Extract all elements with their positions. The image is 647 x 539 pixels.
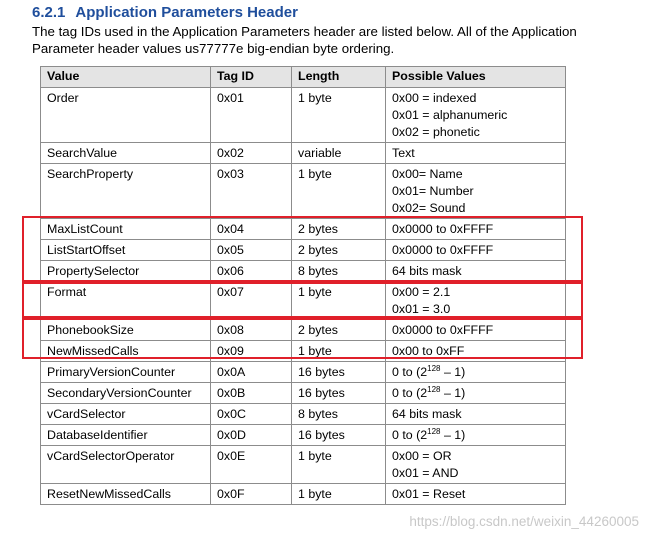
possible-values-cell <box>386 320 566 341</box>
intro-paragraph <box>32 23 644 57</box>
value-cell: ListStartOffset <box>41 240 211 261</box>
table-row <box>41 240 566 261</box>
length-cell: 1 byte <box>292 88 386 143</box>
length-cell: 1 byte <box>292 484 386 505</box>
intro-line-1: The tag IDs used in the Application Parameters header are listed below. All of the Application <box>32 24 577 39</box>
length-cell: 1 byte <box>292 446 386 484</box>
possible-values-cell <box>386 341 566 362</box>
possible-value-line: 0 to $(2^{128} - 1)$ <box>392 384 466 400</box>
possible-value-line: 0x00= Name <box>392 167 463 181</box>
tag-id-cell: 0x03 <box>211 164 292 219</box>
column-header-possible-values: Possible Values <box>386 67 566 88</box>
possible-value-line: 0x0000 to 0xFFFF <box>392 243 494 257</box>
value-cell: SearchValue <box>41 143 211 164</box>
possible-values-cell <box>386 240 566 261</box>
table-row <box>41 484 566 505</box>
possible-value-line: 0x01= Number <box>392 184 474 198</box>
possible-values-cell <box>386 219 566 240</box>
possible-value-line: 0x01 = Reset <box>392 487 466 501</box>
length-cell: 16 bytes <box>292 383 386 404</box>
possible-values-cell <box>386 383 566 404</box>
possible-values-cell <box>386 425 566 446</box>
value-cell: vCardSelectorOperator <box>41 446 211 484</box>
possible-value-line: 0x00 = 2.1 <box>392 285 451 299</box>
tag-id-cell: 0x04 <box>211 219 292 240</box>
possible-value-line: 0 to $(2^{128} - 1)$ <box>392 426 466 442</box>
possible-value-line: 0x01 = 3.0 <box>392 302 451 316</box>
value-cell: NewMissedCalls <box>41 341 211 362</box>
table-header-row <box>41 67 566 88</box>
table-body <box>41 88 566 505</box>
value-cell: PrimaryVersionCounter <box>41 362 211 383</box>
length-cell: 1 byte <box>292 164 386 219</box>
table-row <box>41 88 566 143</box>
possible-value-line: 0x02= Sound <box>392 201 466 215</box>
tag-id-cell: 0x0C <box>211 404 292 425</box>
possible-value-line: 0x0000 to 0xFFFF <box>392 323 494 337</box>
value-cell: SearchProperty <box>41 164 211 219</box>
value-cell: Order <box>41 88 211 143</box>
table-row <box>41 164 566 219</box>
value-cell: PhonebookSize <box>41 320 211 341</box>
table-row <box>41 282 566 320</box>
possible-value-line: 0x0000 to 0xFFFF <box>392 222 494 236</box>
application-parameters-table <box>40 66 566 505</box>
length-cell: 2 bytes <box>292 219 386 240</box>
possible-value-line: 64 bits mask <box>392 264 462 278</box>
possible-values-cell <box>386 88 566 143</box>
possible-values-cell <box>386 261 566 282</box>
column-header-tag-id: Tag ID <box>211 67 292 88</box>
possible-value-line: 0x01 = AND <box>392 466 459 480</box>
table-row <box>41 143 566 164</box>
tag-id-cell: 0x0A <box>211 362 292 383</box>
length-cell: 1 byte <box>292 341 386 362</box>
possible-values-cell <box>386 484 566 505</box>
table-row <box>41 404 566 425</box>
length-cell: 1 byte <box>292 282 386 320</box>
watermark: https://blog.csdn.net/weixin_44260005 <box>409 514 639 529</box>
section-heading <box>32 4 298 21</box>
possible-values-cell <box>386 143 566 164</box>
table-row <box>41 341 566 362</box>
tag-id-cell: 0x05 <box>211 240 292 261</box>
possible-values-cell <box>386 164 566 219</box>
tag-id-cell: 0x06 <box>211 261 292 282</box>
possible-value-line: 0x00 = indexed <box>392 91 477 105</box>
value-cell: MaxListCount <box>41 219 211 240</box>
tag-id-cell: 0x07 <box>211 282 292 320</box>
tag-id-cell: 0x08 <box>211 320 292 341</box>
column-header-length: Length <box>292 67 386 88</box>
value-cell: vCardSelector <box>41 404 211 425</box>
value-cell: DatabaseIdentifier <box>41 425 211 446</box>
column-header-value: Value <box>41 67 211 88</box>
length-cell: 16 bytes <box>292 425 386 446</box>
length-cell: 16 bytes <box>292 362 386 383</box>
possible-value-line: 64 bits mask <box>392 407 462 421</box>
tag-id-cell: 0x09 <box>211 341 292 362</box>
table-row <box>41 320 566 341</box>
tag-id-cell: 0x02 <box>211 143 292 164</box>
intro-line-2: Parameter header values us77777e big-endian byte ordering. <box>32 41 395 56</box>
table-row <box>41 425 566 446</box>
tag-id-cell: 0x01 <box>211 88 292 143</box>
possible-value-line: 0 to $(2^{128} - 1)$ <box>392 363 466 379</box>
tag-id-cell: 0x0B <box>211 383 292 404</box>
length-cell: 2 bytes <box>292 320 386 341</box>
tag-id-cell: 0x0D <box>211 425 292 446</box>
length-cell: 8 bytes <box>292 404 386 425</box>
value-cell: Format <box>41 282 211 320</box>
tag-id-cell: 0x0E <box>211 446 292 484</box>
possible-value-line: 0x00 to 0xFF <box>392 344 465 358</box>
possible-value-line: 0x00 = OR <box>392 449 452 463</box>
table-row <box>41 446 566 484</box>
table-row <box>41 383 566 404</box>
value-cell: ResetNewMissedCalls <box>41 484 211 505</box>
section-title: Application Parameters Header <box>75 4 298 21</box>
possible-value-line: 0x01 = alphanumeric <box>392 108 508 122</box>
length-cell: variable <box>292 143 386 164</box>
table-row <box>41 362 566 383</box>
possible-value-line: Text <box>392 146 415 160</box>
table-row <box>41 261 566 282</box>
length-cell: 2 bytes <box>292 240 386 261</box>
value-cell: SecondaryVersionCounter <box>41 383 211 404</box>
possible-values-cell <box>386 362 566 383</box>
possible-values-cell <box>386 282 566 320</box>
section-number: 6.2.1 <box>32 4 66 21</box>
possible-value-line: 0x02 = phonetic <box>392 125 480 139</box>
tag-id-cell: 0x0F <box>211 484 292 505</box>
possible-values-cell <box>386 404 566 425</box>
value-cell: PropertySelector <box>41 261 211 282</box>
possible-values-cell <box>386 446 566 484</box>
length-cell: 8 bytes <box>292 261 386 282</box>
table-row <box>41 219 566 240</box>
